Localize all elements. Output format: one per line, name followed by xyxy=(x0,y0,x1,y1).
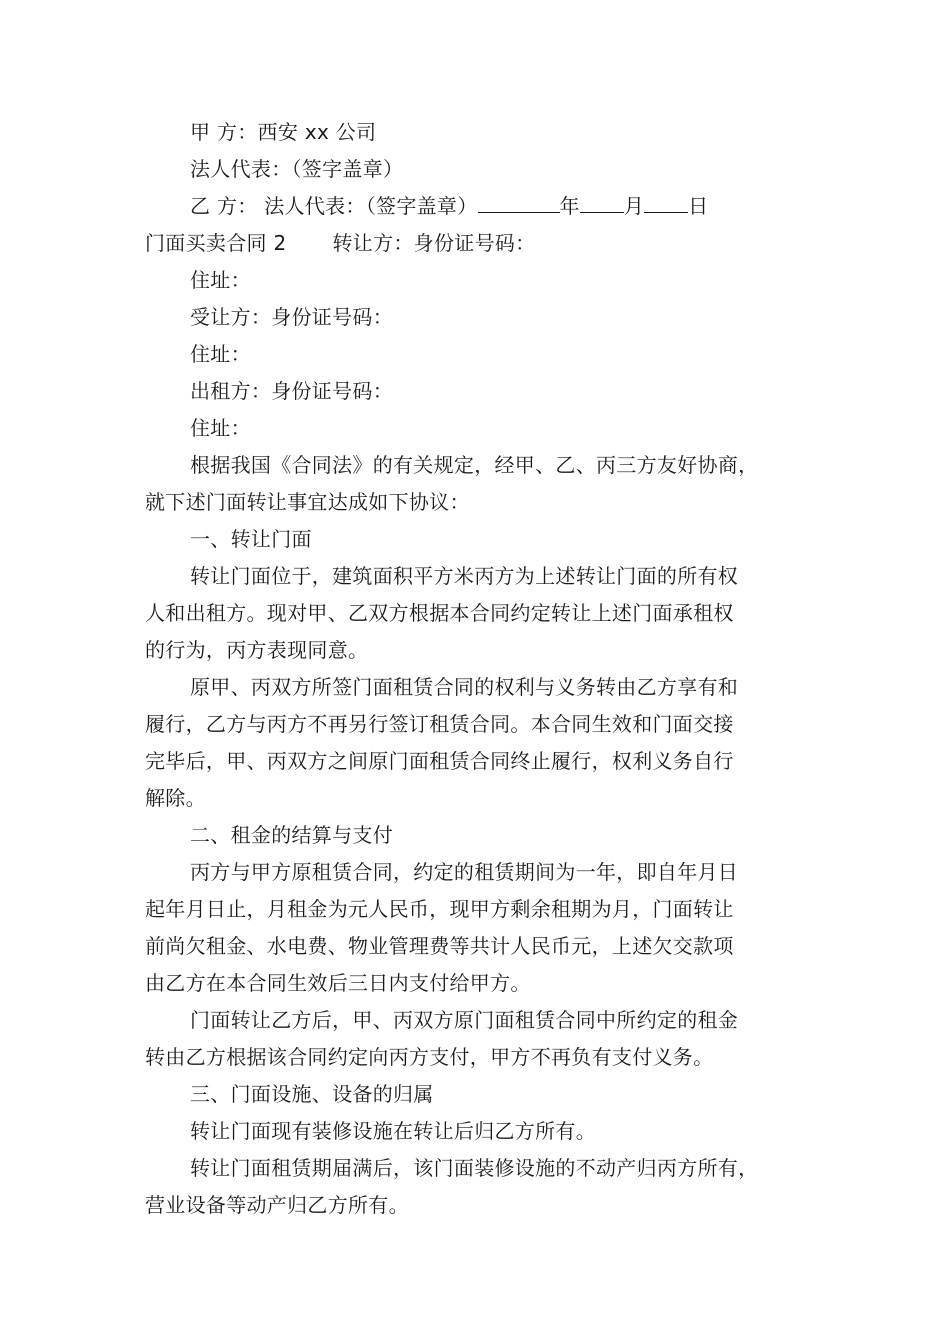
year-label: 年 xyxy=(559,194,580,218)
section-1-heading: 一、转让门面 xyxy=(190,527,312,551)
lessor-address: 住址： xyxy=(190,416,251,440)
paragraph-line: 转让门面位于，建筑面积平方米丙方为上述转让门面的所有权 xyxy=(190,564,739,588)
day-blank xyxy=(644,188,688,213)
paragraph-line: 转让门面现有装修设施在转让后归乙方所有。 xyxy=(190,1119,596,1143)
contract-page xyxy=(145,114,810,1224)
transferor-address: 住址： xyxy=(190,268,251,292)
transferee-address: 住址： xyxy=(190,342,251,366)
paragraph-line: 完毕后，甲、丙双方之间原门面租赁合同终止履行，权利义务自行 xyxy=(145,749,734,773)
paragraph-line: 的行为，丙方表现同意。 xyxy=(145,638,369,662)
paragraph-line: 丙方与甲方原租赁合同，约定的租赁期间为一年，即自年月日 xyxy=(190,860,739,884)
party-a-line: 甲 方：西安 xx 公司 xyxy=(190,120,377,144)
paragraph-line: 履行，乙方与丙方不再另行签订租赁合同。本合同生效和门面交接 xyxy=(145,712,734,736)
lessor-field: 出租方：身份证号码： xyxy=(190,379,393,403)
transferor-field: 转让方：身份证号码： xyxy=(332,231,536,255)
transferee-field: 受让方：身份证号码： xyxy=(190,305,393,329)
party-a-representative: 法人代表：（签字盖章） xyxy=(190,157,404,181)
year-blank xyxy=(478,188,560,213)
paragraph-line: 人和出租方。现对甲、乙双方根据本合同约定转让上述门面承租权 xyxy=(145,601,734,625)
paragraph-line: 解除。 xyxy=(145,786,206,810)
day-label: 日 xyxy=(688,194,709,218)
paragraph-line: 前尚欠租金、水电费、物业管理费等共计人民币元，上述欠交款项 xyxy=(145,934,734,958)
paragraph-line: 由乙方在本合同生效后三日内支付给甲方。 xyxy=(145,971,531,995)
contract-title-line xyxy=(145,225,810,262)
paragraph-line: 转让门面租赁期届满后，该门面装修设施的不动产归丙方所有， xyxy=(190,1156,759,1180)
contract-title: 门面买卖合同 2 xyxy=(145,231,287,255)
section-3-heading: 三、门面设施、设备的归属 xyxy=(190,1082,434,1106)
month-blank xyxy=(580,188,624,213)
intro-paragraph-line: 根据我国《合同法》的有关规定，经甲、乙、丙三方友好协商， xyxy=(190,453,759,477)
paragraph-line: 起年月日止，月租金为元人民币，现甲方剩余租期为月，门面转让 xyxy=(145,897,734,921)
party-b-signature-line xyxy=(145,188,810,225)
paragraph-line: 转由乙方根据该合同约定向丙方支付，甲方不再负有支付义务。 xyxy=(145,1045,714,1069)
paragraph-line: 原甲、丙双方所签门面租赁合同的权利与义务转由乙方享有和 xyxy=(190,675,739,699)
intro-paragraph-line: 就下述门面转让事宜达成如下协议： xyxy=(145,490,470,514)
month-label: 月 xyxy=(623,194,645,218)
paragraph-line: 营业设备等动产归乙方所有。 xyxy=(145,1193,409,1217)
paragraph-line: 门面转让乙方后，甲、丙双方原门面租赁合同中所约定的租金 xyxy=(190,1008,739,1032)
section-2-heading: 二、租金的结算与支付 xyxy=(190,823,393,847)
party-b-label: 乙 方： 法人代表：（签字盖章） xyxy=(190,194,478,218)
